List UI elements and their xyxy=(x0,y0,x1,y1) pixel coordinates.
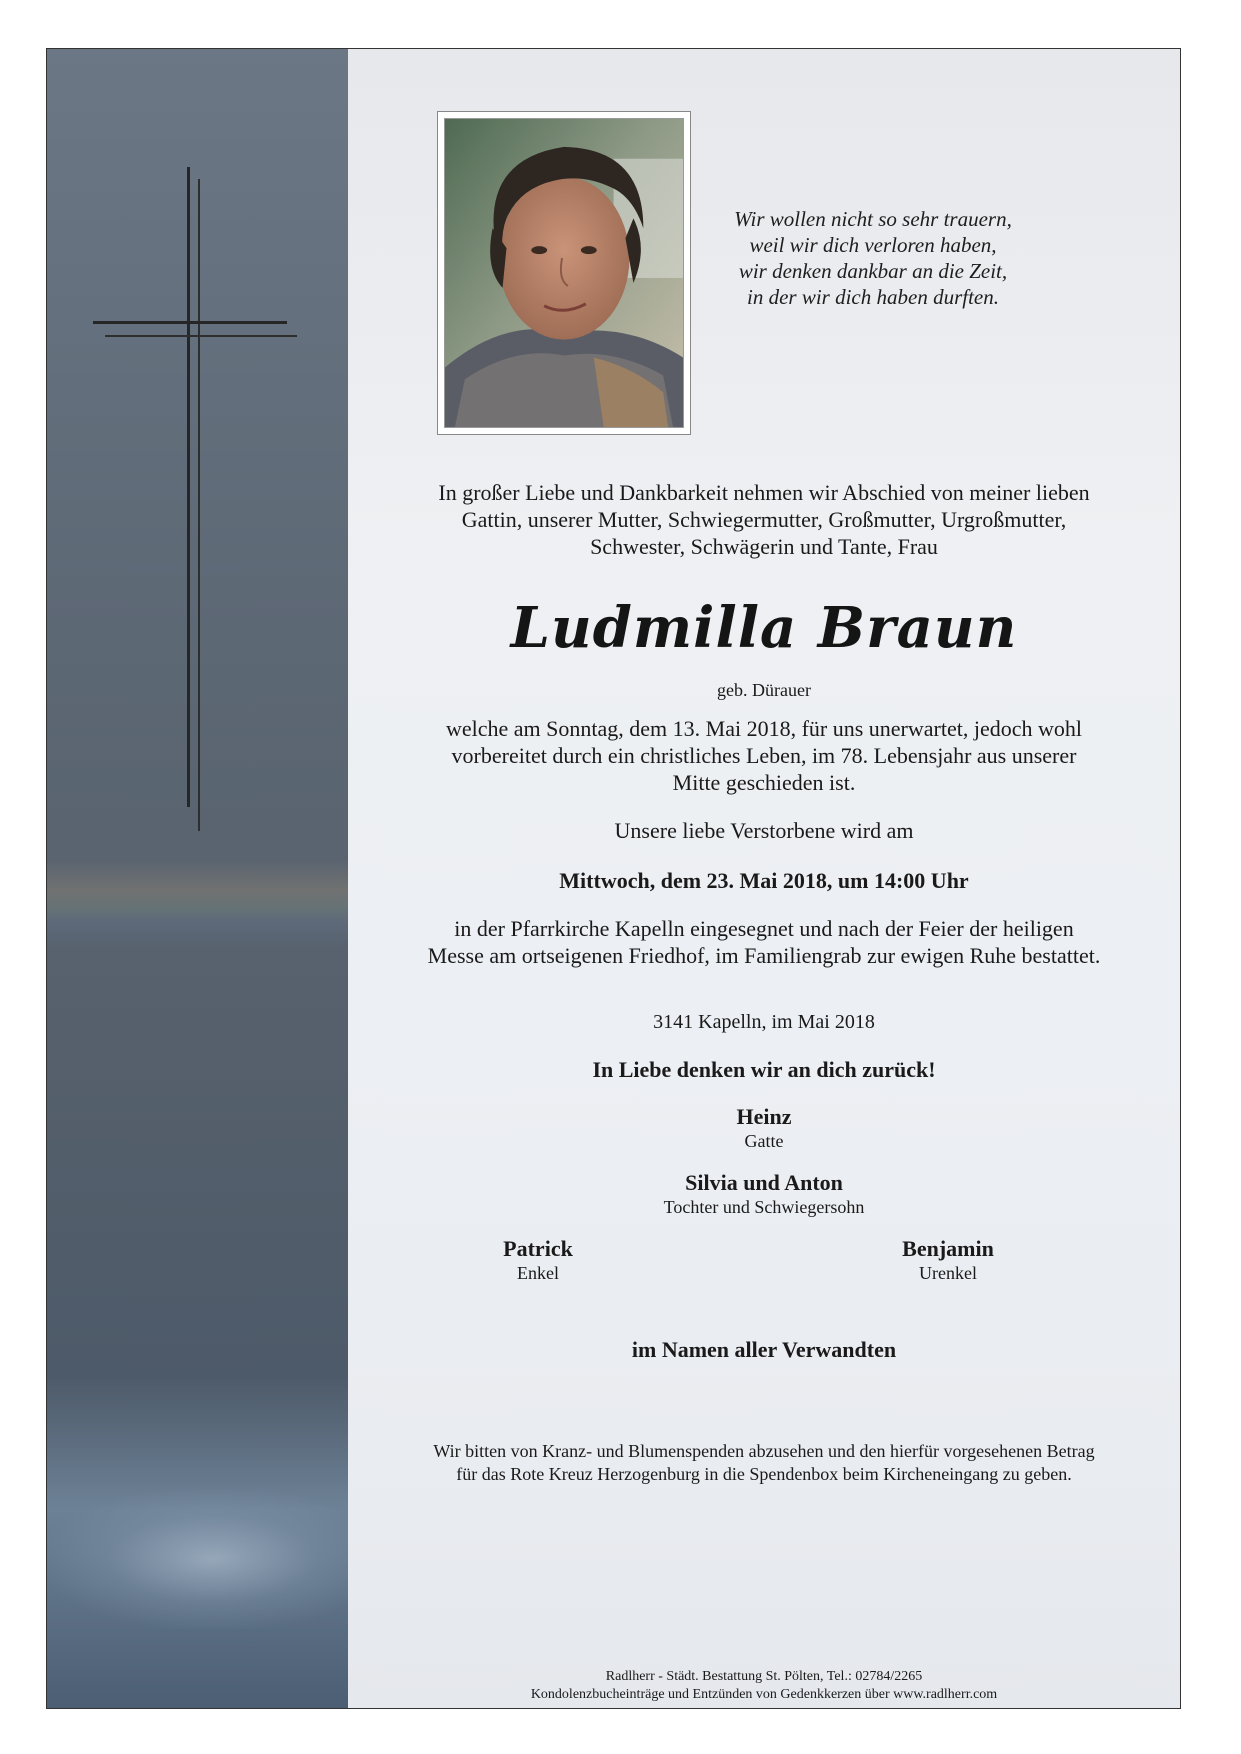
poem-line: wir denken dankbar an die Zeit, xyxy=(738,259,1008,283)
mourner-spouse xyxy=(348,1104,1180,1152)
mourner-grandchild xyxy=(438,1236,638,1284)
footer-line: Kondolenzbucheinträge und Entzünden von Gedenkkerzen über www.radlherr.com xyxy=(530,1687,998,1702)
mourner-relation: Urenkel xyxy=(919,1263,977,1283)
mourner-name: Patrick xyxy=(503,1236,573,1261)
death-notice xyxy=(348,715,1180,796)
funeral-intro: Unsere liebe Verstorbene wird am xyxy=(614,818,914,843)
remembrance-line: In Liebe denken wir an dich zurück! xyxy=(592,1057,936,1082)
poem-line: weil wir dich verloren haben, xyxy=(749,233,997,257)
mourner-name: Benjamin xyxy=(902,1236,994,1261)
mourner-relation: Gatte xyxy=(744,1131,784,1151)
main-panel xyxy=(348,49,1180,1708)
funeral-date: Mittwoch, dem 23. Mai 2018, um 14:00 Uhr xyxy=(559,868,969,893)
ceremony-details xyxy=(348,915,1180,969)
mourner-great-grandchild xyxy=(848,1236,1048,1284)
maiden-name: geb. Dürauer xyxy=(717,680,811,700)
cross-horizontal-bar xyxy=(93,321,287,324)
obituary-card xyxy=(46,48,1181,1709)
relatives-line: im Namen aller Verwandten xyxy=(631,1337,897,1362)
deceased-name: Ludmilla Braun xyxy=(510,595,1018,661)
death-line: welche am Sonntag, dem 13. Mai 2018, für uns unerwartet, jedoch wohl xyxy=(445,716,1082,741)
footer-line: Radlherr - Städt. Bestattung St. Pölten, Tel.: 02784/2265 xyxy=(605,1669,923,1684)
portrait-photo xyxy=(437,111,691,435)
donation-line: Wir bitten von Kranz- und Blumenspenden abzusehen und den hierfür vorgesehenen Betrag xyxy=(433,1441,1095,1461)
death-line: Mitte geschieden ist. xyxy=(672,770,856,795)
cloud-shape xyxy=(47,1489,348,1629)
mourner-relation: Tochter und Schwiegersohn xyxy=(663,1197,865,1217)
mourner-name: Heinz xyxy=(736,1104,792,1129)
place-date: 3141 Kapelln, im Mai 2018 xyxy=(653,1011,875,1033)
ceremony-line: in der Pfarrkirche Kapelln eingesegnet und nach der Feier der heiligen xyxy=(454,916,1074,941)
poem-line: in der wir dich haben durften. xyxy=(747,285,999,309)
cross-vertical-bar xyxy=(187,167,190,807)
donation-line: für das Rote Kreuz Herzogenburg in die Spendenbox beim Kircheneingang zu geben. xyxy=(456,1464,1072,1484)
mourner-daughter xyxy=(348,1170,1180,1218)
mourner-name: Silvia und Anton xyxy=(685,1170,843,1195)
ceremony-line: Messe am ortseigenen Friedhof, im Familiengrab zur ewigen Ruhe bestattet. xyxy=(427,943,1101,968)
side-panel xyxy=(47,49,348,1708)
intro-line: Gattin, unserer Mutter, Schwiegermutter, Großmutter, Urgroßmutter, xyxy=(461,507,1067,532)
portrait-image xyxy=(444,118,684,428)
mourner-relation: Enkel xyxy=(517,1263,559,1283)
donation-request xyxy=(348,1440,1180,1486)
cross-vertical-shadow xyxy=(198,179,200,831)
cross-horizontal-shadow xyxy=(105,335,297,337)
funeral-home-footer xyxy=(348,1668,1180,1704)
intro-line: Schwester, Schwägerin und Tante, Frau xyxy=(590,534,938,559)
death-line: vorbereitet durch ein christliches Leben, im 78. Lebensjahr aus unserer xyxy=(451,743,1077,768)
farewell-intro xyxy=(348,479,1180,560)
memorial-poem xyxy=(708,206,1038,310)
poem-line: Wir wollen nicht so sehr trauern, xyxy=(734,207,1012,231)
intro-line: In großer Liebe und Dankbarkeit nehmen wir Abschied von meiner lieben xyxy=(438,480,1090,505)
rainbow-streak xyxy=(47,859,348,949)
